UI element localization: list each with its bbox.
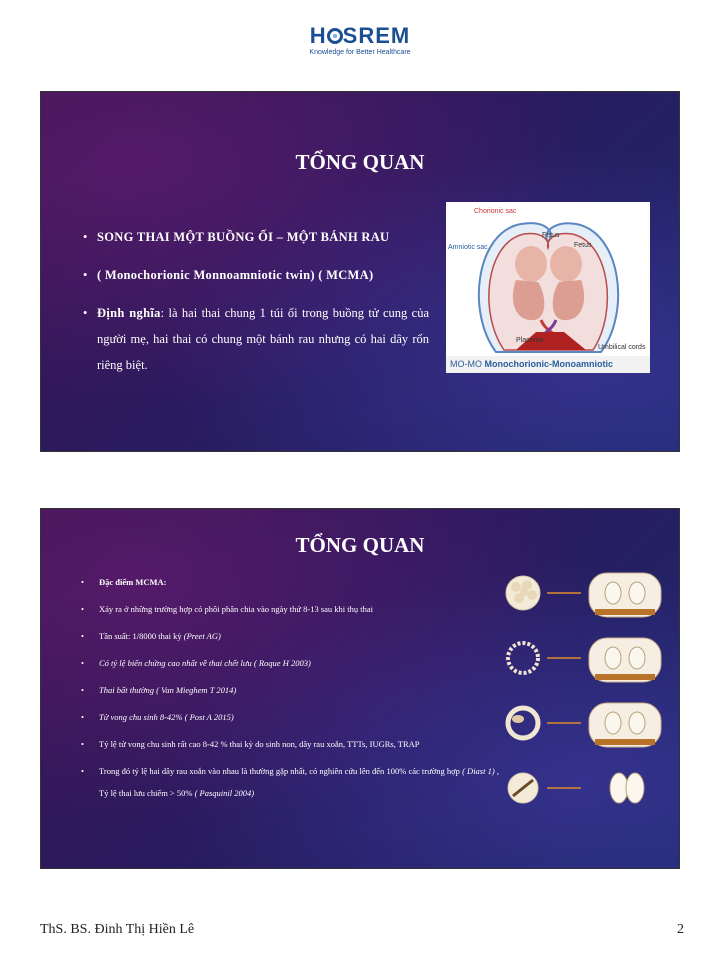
stage-2-blastocyst [508, 638, 661, 682]
stage-4-embryonic-disc [508, 773, 644, 803]
label-placenta: Placenta [516, 337, 544, 344]
embryo-division-stages [503, 569, 673, 829]
label-fetus-2: Fetus [574, 242, 592, 249]
twin-illustration [446, 202, 650, 356]
slide-1-title: TỔNG QUAN [295, 150, 425, 174]
bullet-item: • Có tỷ lệ biến chứng cao nhất về thai chết lưu ( Roque H 2003) [81, 652, 499, 674]
label-amniotic-sac: Amniotic sac [448, 244, 488, 251]
bullet-item [83, 300, 429, 378]
footer-author: ThS. BS. Đinh Thị Hiền Lê [40, 922, 195, 937]
definition-term: Định nghĩa [97, 306, 161, 320]
label-umbilical-cords: Umbilical cords [598, 344, 646, 351]
bullet-item: • Đặc điểm MCMA: [81, 571, 499, 593]
bullet-item: • SONG THAI MỘT BUỒNG ỐI – MỘT BÁNH RAU [83, 224, 429, 250]
bullet-item: • Tử vong chu sinh 8-42% ( Post A 2015) [81, 706, 499, 728]
bullet-item: • Xảy ra ở những trường hợp có phôi phân chia vào ngày thứ 8-13 sau khi thụ thai [81, 598, 499, 620]
slide-2-bullets [81, 571, 499, 809]
logo-tagline: Knowledge for Better Healthcare [309, 49, 411, 56]
bullet-item: • ( Monochorionic Monnoamniotic twin) ( MCMA) [83, 262, 429, 288]
logo-wordmark: H SREM [309, 23, 411, 48]
bullet-item: • Tần suất: 1/8000 thai kỳ (Preet AG) [81, 625, 499, 647]
definition-text: : là hai thai chung 1 túi ối trong buồng tử cung của người mẹ, hai thai có chung một bánh rau nhưng có hai dây rốn riêng biệt. [97, 306, 429, 372]
stage-1-morula [506, 573, 661, 617]
bullet-item: • Tỷ lệ tử vong chu sinh rất cao 8-42 % thai kỳ do sinh non, dây rau xoắn, TTTs, IUGRs, TRAP [81, 733, 499, 755]
stage-3-inner-cell-mass [508, 703, 661, 747]
bullet-item: • Thai bất thường ( Van Mieghem T 2014) [81, 679, 499, 701]
twin-diagram [446, 202, 650, 373]
label-chorionic-sac: Chorionic sac [474, 208, 517, 215]
slide-1 [40, 91, 680, 452]
slide-2-title: TỔNG QUAN [295, 533, 425, 557]
slide-2 [40, 508, 680, 869]
slide-1-bullets [83, 224, 429, 390]
page-number: 2 [677, 922, 684, 937]
bullet-item: • Trong đó tỷ lệ hai dây rau xoắn vào nhau là thường gặp nhất, có nghiên cứu lên đến 100% các trường hợp ( Diast 1) , Tỷ lệ thai lưu chiếm > 50% ( Pasquinil 2004) [81, 760, 499, 804]
label-fetus-1: Fetus [542, 232, 560, 239]
figure-caption: MO-MO Monochorionic-Monoamniotic [446, 356, 650, 373]
hosrem-logo [300, 24, 420, 64]
logo-o-icon [327, 28, 343, 44]
